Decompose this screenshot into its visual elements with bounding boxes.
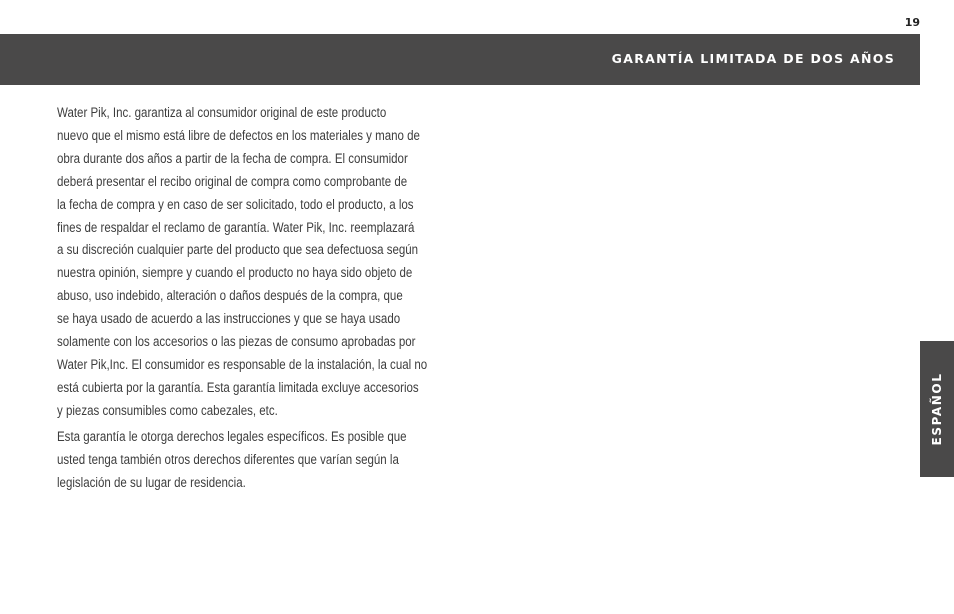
text-line: la fecha de compra y en caso de ser solicitado, todo el producto, a los	[57, 196, 414, 212]
text-line: Esta garantía le otorga derechos legales específicos. Es posible que	[57, 428, 407, 444]
section-title: GARANTÍA LIMITADA DE DOS AÑOS	[611, 51, 895, 66]
text-line: fines de respaldar el reclamo de garantía. Water Pik, Inc. reemplazará	[57, 219, 415, 235]
text-line: está cubierta por la garantía. Esta garantía limitada excluye accesorios	[57, 379, 419, 395]
section-header-band	[0, 34, 920, 85]
text-line: legislación de su lugar de residencia.	[57, 474, 246, 490]
text-line: y piezas consumibles como cabezales, etc.	[57, 402, 278, 418]
warranty-body-text	[57, 102, 487, 494]
page-number: 19	[904, 16, 920, 29]
text-line: Water Pik, Inc. garantiza al consumidor original de este producto	[57, 105, 387, 120]
text-line: usted tenga también otros derechos diferentes que varían según la	[57, 451, 399, 467]
legal-rights-paragraph	[57, 426, 487, 495]
text-line: nuestra opinión, siempre y cuando el producto no haya sido objeto de	[57, 265, 413, 281]
text-line: abuso, uso indebido, alteración o daños después de la compra, que	[57, 288, 403, 304]
text-line: se haya usado de acuerdo a las instrucciones y que se haya usado	[57, 311, 401, 327]
text-line: deberá presentar el recibo original de compra como comprobante de	[57, 173, 408, 189]
text-line: a su discreción cualquier parte del producto que sea defectuosa según	[57, 242, 419, 258]
text-line: solamente con los accesorios o las piezas de consumo aprobadas por	[57, 334, 416, 350]
language-tab-label: ESPAÑOL	[930, 372, 944, 446]
language-side-tab	[920, 341, 954, 477]
text-line: Water Pik,Inc. El consumidor es responsable de la instalación, la cual no	[57, 356, 428, 372]
text-line: nuevo que el mismo está libre de defectos en los materiales y mano de	[57, 127, 420, 143]
text-line: obra durante dos años a partir de la fecha de compra. El consumidor	[57, 150, 408, 166]
warranty-paragraph	[57, 102, 487, 423]
